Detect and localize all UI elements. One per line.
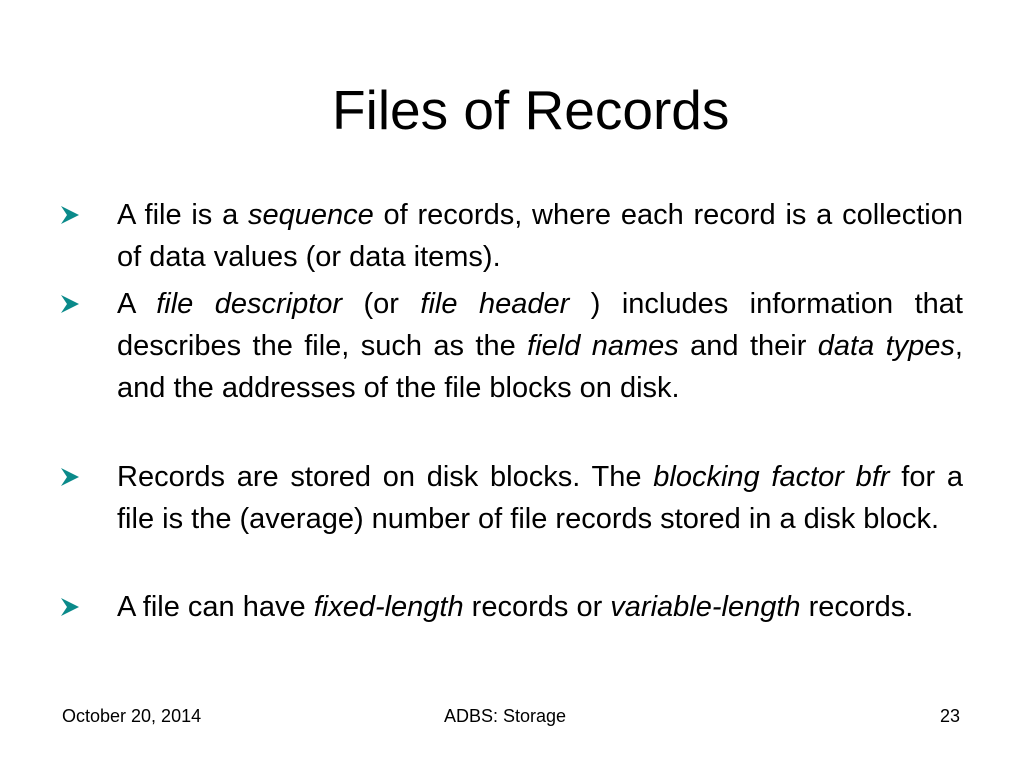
- bullet-emphasis: file descriptor: [156, 288, 343, 320]
- bullet-item: [117, 194, 963, 278]
- footer-date: October 20, 2014: [62, 706, 202, 726]
- bullet-emphasis: sequence: [248, 199, 374, 231]
- bullet-text: ) includes information that describes the file, such as the: [117, 288, 963, 362]
- bullet-text: and their: [678, 330, 818, 362]
- arrow-bullet-icon: [59, 596, 81, 618]
- bullet-text: records.: [800, 591, 914, 623]
- bullet-item: [117, 456, 963, 540]
- bullet-emphasis: variable-length: [610, 591, 801, 623]
- bullet-text: records or: [463, 591, 611, 623]
- bullet-emphasis: fixed-length: [313, 591, 464, 623]
- arrow-bullet-icon: [59, 466, 81, 488]
- bullet-item: [117, 586, 963, 628]
- bullet-text: of records, where each record is a collection of data values (or data items).: [117, 199, 963, 273]
- bullet-text: (or: [342, 288, 421, 320]
- bullet-text: Records are stored on disk blocks. The: [117, 461, 654, 493]
- arrow-bullet-icon: [59, 293, 81, 315]
- bullet-text: A: [117, 288, 157, 320]
- bullet-emphasis: blocking factor bfr: [653, 461, 890, 493]
- bullet-text: , and the addresses of the file blocks on disk.: [117, 330, 963, 404]
- bullet-emphasis: data types: [817, 330, 955, 362]
- bullet-text: for a file is the (average) number of file records stored in a disk block.: [117, 461, 963, 535]
- bullet-text: A file is a: [117, 199, 248, 231]
- bullet-emphasis: file header: [420, 288, 570, 320]
- bullet-emphasis: field names: [527, 330, 679, 362]
- bullet-item: [117, 283, 963, 409]
- footer-page-number: 23: [940, 706, 961, 726]
- bullet-text: A file can have: [117, 591, 314, 623]
- slide-title: Files of Records: [332, 79, 730, 141]
- footer-course: ADBS: Storage: [444, 706, 567, 726]
- arrow-bullet-icon: [59, 204, 81, 226]
